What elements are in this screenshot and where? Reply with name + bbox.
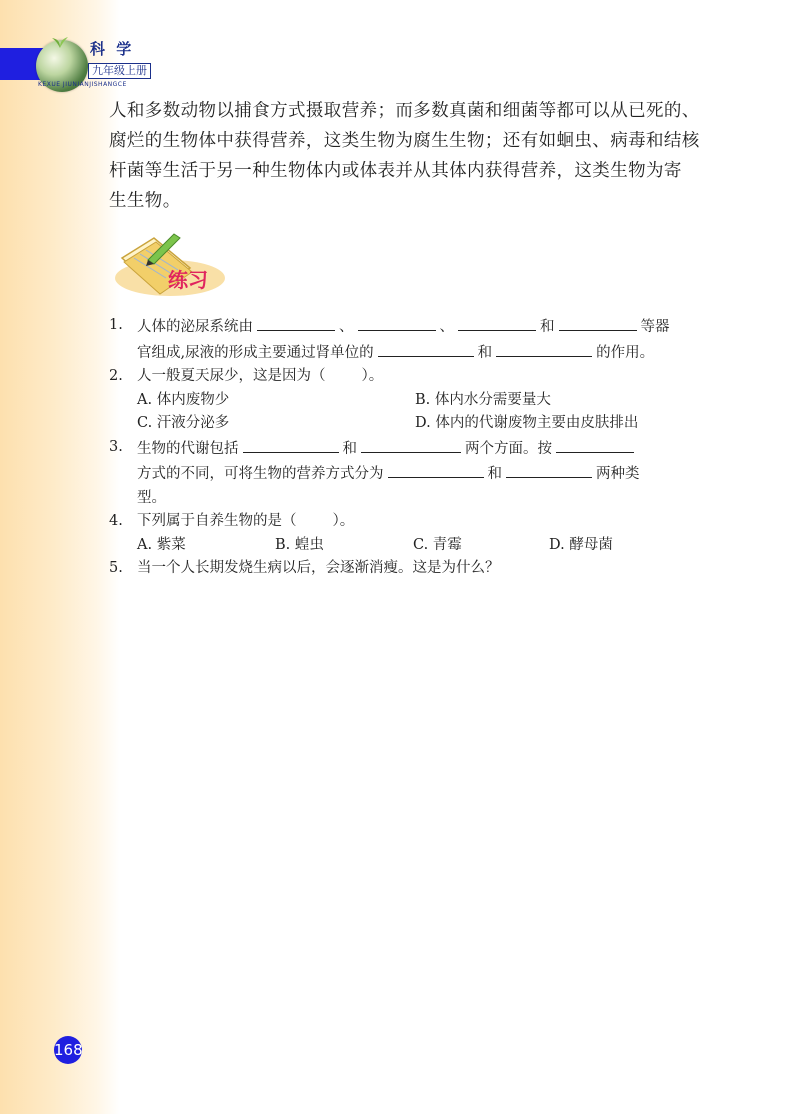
question-3: 3. 生物的代谢包括 和 两个方面。按 方式的不同，可将生物的营养方式分为 和 两种类 型。 [109,436,709,511]
sprout-icon [48,36,72,48]
options-row [137,534,709,558]
answer-blank[interactable] [257,314,335,331]
body-line: 生生物。 [109,191,181,211]
header-subject: 科 学 [90,40,135,58]
page-number: 168 [54,1036,82,1064]
question-number: 3. [109,438,123,455]
header-pinyin: KEXUE JIUNIANJISHANGCE [38,81,127,88]
answer-blank[interactable] [358,314,436,331]
answer-blank[interactable] [496,340,592,357]
answer-blank[interactable] [361,436,461,453]
answer-blank[interactable] [559,314,637,331]
options-row [137,412,709,436]
options-row [137,389,709,413]
question-number: 4. [109,513,123,529]
body-paragraph [109,96,701,216]
answer-blank[interactable] [378,340,474,357]
option-c[interactable]: C. 青霉 [413,536,462,553]
option-b[interactable]: B. 体内水分需要量大 [415,391,551,408]
answer-blank[interactable] [388,461,484,478]
option-a[interactable]: A. 体内废物少 [137,391,230,408]
exercise-title: 练习 [168,268,208,292]
exercise-list [109,314,709,581]
question-4: 4. 下列属于自养生物的是（ ）。 A. 紫菜 B. 蝗虫 C. 青霉 D. 酵母菌 [109,510,709,557]
question-number: 2. [109,368,123,384]
question-5: 5. 当一个人长期发烧生病以后，会逐渐消瘦。这是为什么？ [109,557,709,581]
body-line: 腐烂的生物体中获得营养，这类生物为腐生生物；还有如蛔虫、病毒和结核 [109,131,700,151]
option-d[interactable]: D. 酵母菌 [549,536,613,553]
option-d[interactable]: D. 体内的代谢废物主要由皮肤排出 [415,415,639,431]
answer-blank[interactable] [556,436,634,453]
answer-blank[interactable] [458,314,536,331]
header-grade: 九年级上册 [88,63,151,79]
answer-blank[interactable] [506,461,592,478]
body-line: 杆菌等生活于另一种生物体内或体表并从其体内获得营养，这类生物为寄 [109,161,682,181]
option-b[interactable]: B. 蝗虫 [275,536,324,553]
body-line: 人和多数动物以捕食方式摄取营养；而多数真菌和细菌等都可以从已死的、 [109,101,700,121]
question-number: 5. [109,560,123,576]
option-a[interactable]: A. 紫菜 [137,536,186,553]
answer-blank[interactable] [243,436,339,453]
question-number: 1. [109,317,123,333]
question-2: 2. 人一般夏天尿少，这是因为（ ）。 A. 体内废物少 B. 体内水分需要量大 C. 汗液分泌多 D. 体内的代谢废物主要由皮肤排出 [109,365,709,436]
option-c[interactable]: C. 汗液分泌多 [137,415,230,431]
side-color-band [0,0,120,1114]
question-1: 1. 人体的泌尿系统由 、 、 和 等器 官组成,尿液的形成主要通过肾单位的 和 的作用。 [109,314,709,365]
